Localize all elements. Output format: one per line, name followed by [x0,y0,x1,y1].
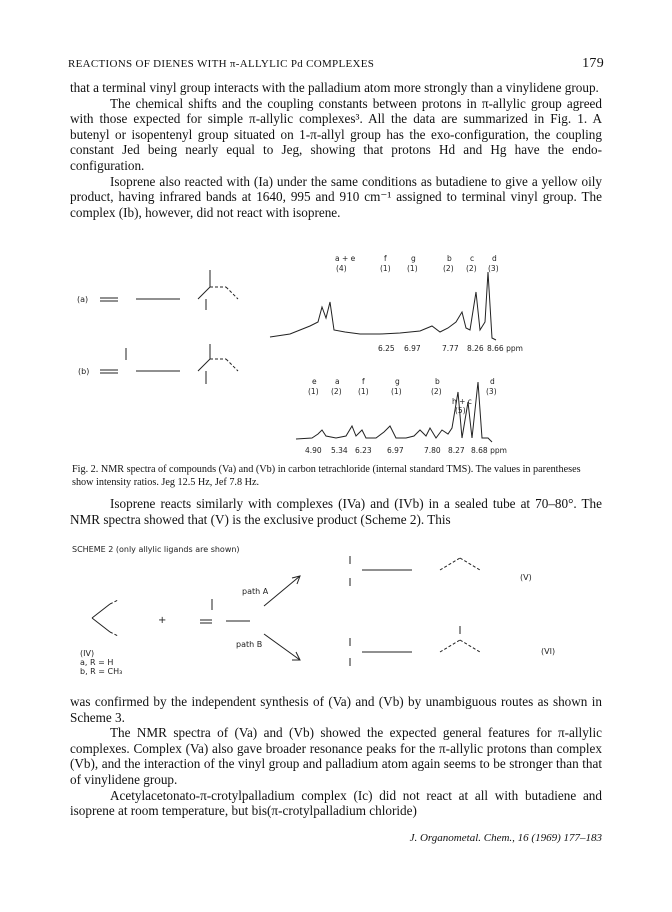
spec-b-axis-2: 5.34 [331,446,348,455]
spec-a-int-4: (2) [443,264,454,273]
scheme-2-title: SCHEME 2 (only allylic ligands are shown) [72,545,240,554]
spec-a-letter-6: d [492,254,497,263]
spectrum-a-trace [270,272,496,340]
spec-a-int-3: (1) [407,264,418,273]
spec-b-axis-5: 7.80 [424,446,441,455]
compound-iv-a: a, R = H [80,658,114,667]
spec-a-axis-1: 6.25 [378,344,395,353]
paragraph-6: Acetylacetonato-π-crotylpalladium complex (Ic) did not react at all with butadiene and isoprene at room temperature, but bis(π-crotylpalladium chloride) [70,787,602,819]
spec-b-axis-6: 8.27 [448,446,465,455]
spec-b-int-2: (2) [331,387,342,396]
page-number: 179 [582,56,604,71]
spec-b-int-1: (1) [308,387,319,396]
spec-b-int-6: (3) [486,387,497,396]
spec-a-int-2: (1) [380,264,391,273]
journal-footer: J. Organometal. Chem., 16 (1969) 177–183 [409,832,602,844]
spec-a-axis-2: 6.97 [404,344,421,353]
spec-b-int-4: (1) [391,387,402,396]
spec-b-int-3: (1) [358,387,369,396]
spec-a-int-6: (3) [488,264,499,273]
spec-b-letter-2: a [335,377,340,386]
scheme-2 [0,534,672,684]
spec-a-axis-5: 8.66 ppm [487,344,523,353]
spec-b-letter-1: e [312,377,317,386]
paragraph-5: The NMR spectra of (Va) and (Vb) showed the expected general features for π-allylic complexes. Complex (Va) also gave broader resonance peaks for the π-allylic protons than complex (Vb), and the interaction of the vinyl group and palladium atom again seems to be stronger than that of vinylidene group. [70,725,602,787]
compound-iv-b: b, R = CH₃ [80,667,123,676]
spec-a-letter-3: g [411,254,416,263]
product-v-label: (V) [520,573,532,582]
product-vi-label: (VI) [541,647,556,656]
spec-a-letter-2: f [384,254,387,263]
spec-b-axis-1: 4.90 [305,446,322,455]
spec-a-int-1: (4) [336,264,347,273]
spec-b-axis-3: 6.23 [355,446,372,455]
spec-a-letter-4: b [447,254,452,263]
path-b-label: path B [236,640,263,649]
paragraph-2: The chemical shifts and the coupling constants between protons in π-allylic group agreed with those expected for simple π-allylic complexes³. All the data are summarized in Fig. 1. A butenyl or isopentenyl group situated on 1-π-allyl group has the exo-configuration, the coupling constant Jed being nearly equal to Jeg, showing that protons Hd and Hg have the endo-configuration. [70,95,602,173]
spec-b-int-5: (2) [431,387,442,396]
spec-a-axis-4: 8.26 [467,344,484,353]
paragraph-1: that a terminal vinyl group interacts with the palladium atom more strongly than a vinylidene group. [70,80,599,95]
figure-2-caption: Fig. 2. NMR spectra of compounds (Va) and (Vb) in carbon tetrachloride (internal standard TMS). The values in parentheses show intensity ratios. Jeg 12.5 Hz, Jef 7.8 Hz. [72,464,581,488]
spec-b-axis-7: 8.68 ppm [471,446,507,455]
plus-sign: + [158,615,167,626]
bottom-text-block [70,694,602,819]
path-a-label: path A [242,587,269,596]
spec-b-axis-4: 6.97 [387,446,404,455]
middle-paragraph: Isoprene reacts similarly with complexes (IVa) and (IVb) in a sealed tube at 70–80°. The NMR spectra showed that (V) is the exclusive product (Scheme 2). This [70,496,602,527]
spec-b-extra-label: h + c [452,397,472,406]
structure-b-label: (b) [78,367,90,376]
spec-b-letter-6: d [490,377,495,386]
spec-b-letter-4: g [395,377,400,386]
structure-a-label: (a) [77,295,89,304]
spec-b-letter-3: f [362,377,365,386]
compound-iv-label: (IV) [80,649,95,658]
spec-b-extra-int: (5) [455,406,466,415]
paragraph-3: Isoprene also reacted with (Ia) under the same conditions as butadiene to give a yellow oily product, having infrared bands at 1640, 995 and 910 cm⁻¹ assigned to terminal vinyl group. The complex (Ib), however, did not react with isoprene. [70,173,602,220]
paragraph-4: was confirmed by the independent synthesis of (Va) and (Vb) by unambiguous routes as shown in Scheme 3. [70,694,602,725]
spec-a-axis-3: 7.77 [442,344,459,353]
spec-b-letter-5: b [435,377,440,386]
spec-a-letter-1: a + e [335,254,356,263]
running-title: REACTIONS OF DIENES WITH π-ALLYLIC Pd COMPLEXES [68,58,375,70]
spec-a-letter-5: c [470,254,475,263]
figure-2 [0,252,672,472]
top-text-block [70,80,602,220]
spec-a-int-5: (2) [466,264,477,273]
